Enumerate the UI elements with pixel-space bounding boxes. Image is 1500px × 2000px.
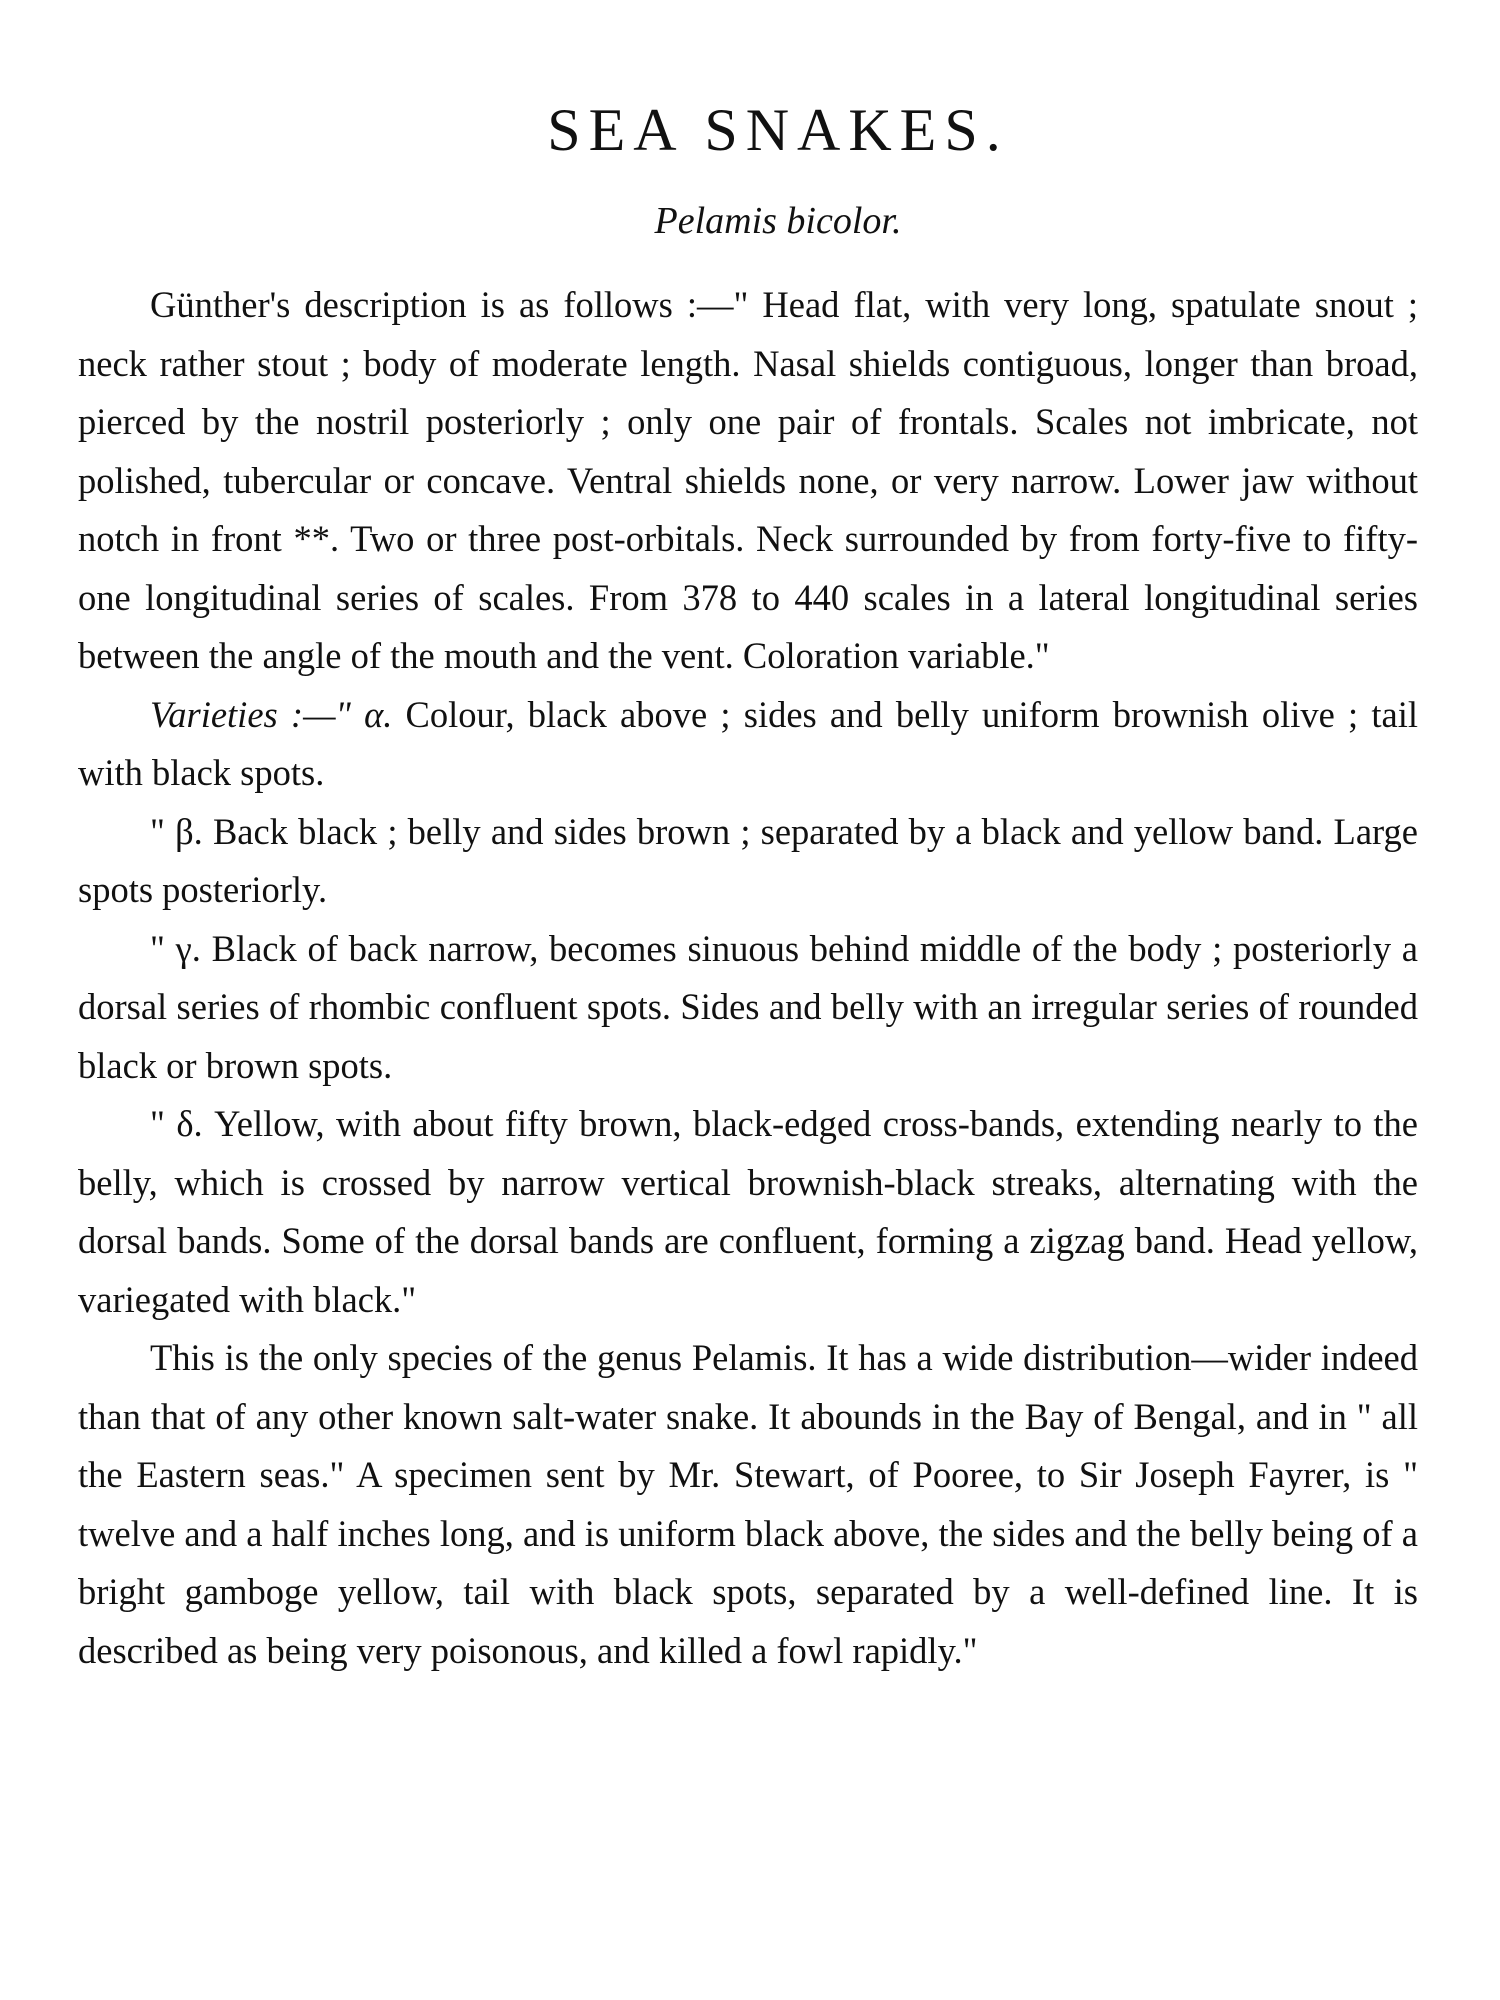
varieties-label: Varieties :—" α. [150, 693, 393, 735]
paragraph-variety-delta: " δ. Yellow, with about fifty brown, black-edged cross-bands, extending nearly to the belly, which is crossed by narrow vertical brownish-black streaks, alternating with the dorsal bands. Some of the dorsal bands are confluent, forming a zigzag band. Head yellow, variegated with black." [78, 1103, 1418, 1320]
paragraph-variety-beta: " β. Back black ; belly and sides brown ; separated by a black and yellow band. Large spots posteriorly. [78, 810, 1418, 910]
paragraph-distribution: This is the only species of the genus Pelamis. It has a wide distribution—wider indeed than that of any other known salt-water snake. It abounds in the Bay of Bengal, and in " all the Eastern seas." A specimen sent by Mr. Stewart, of Pooree, to Sir Joseph Fayrer, is " twelve and a half inches long, and is uniform black above, the sides and the belly being of a bright gamboge yellow, tail with black spots, separated by a well-defined line. It is described as being very poisonous, and killed a fowl rapidly." [78, 1337, 1418, 1671]
document-body [78, 276, 1418, 1680]
paragraph-variety-alpha [78, 686, 1418, 803]
paragraph-variety-gamma: " γ. Black of back narrow, becomes sinuous behind middle of the body ; posteriorly a dorsal series of rhombic confluent spots. Sides and belly with an irregular series of rounded black or brown spots. [78, 927, 1418, 1086]
variety-alpha-text: Colour, black above ; sides and belly uniform brownish olive ; tail with black spots. [78, 693, 1418, 793]
paragraph-description: Günther's description is as follows :—" Head flat, with very long, spatulate snout ; neck rather stout ; body of moderate length. Nasal shields contiguous, longer than broad, pierced by the nostril posteriorly ; only one pair of frontals. Scales not imbricate, not polished, tubercular or concave. Ventral shields none, or very narrow. Lower jaw without notch in front **. Two or three post-orbitals. Neck surrounded by from forty-five to fifty-one longitudinal series of scales. From 378 to 440 scales in a lateral longitudinal series between the angle of the mouth and the vent. Coloration variable." [78, 284, 1418, 676]
page-title: SEA SNAKES. [547, 97, 1009, 163]
species-name: Pelamis bicolor. [654, 200, 902, 242]
document-page [78, 92, 1418, 1680]
